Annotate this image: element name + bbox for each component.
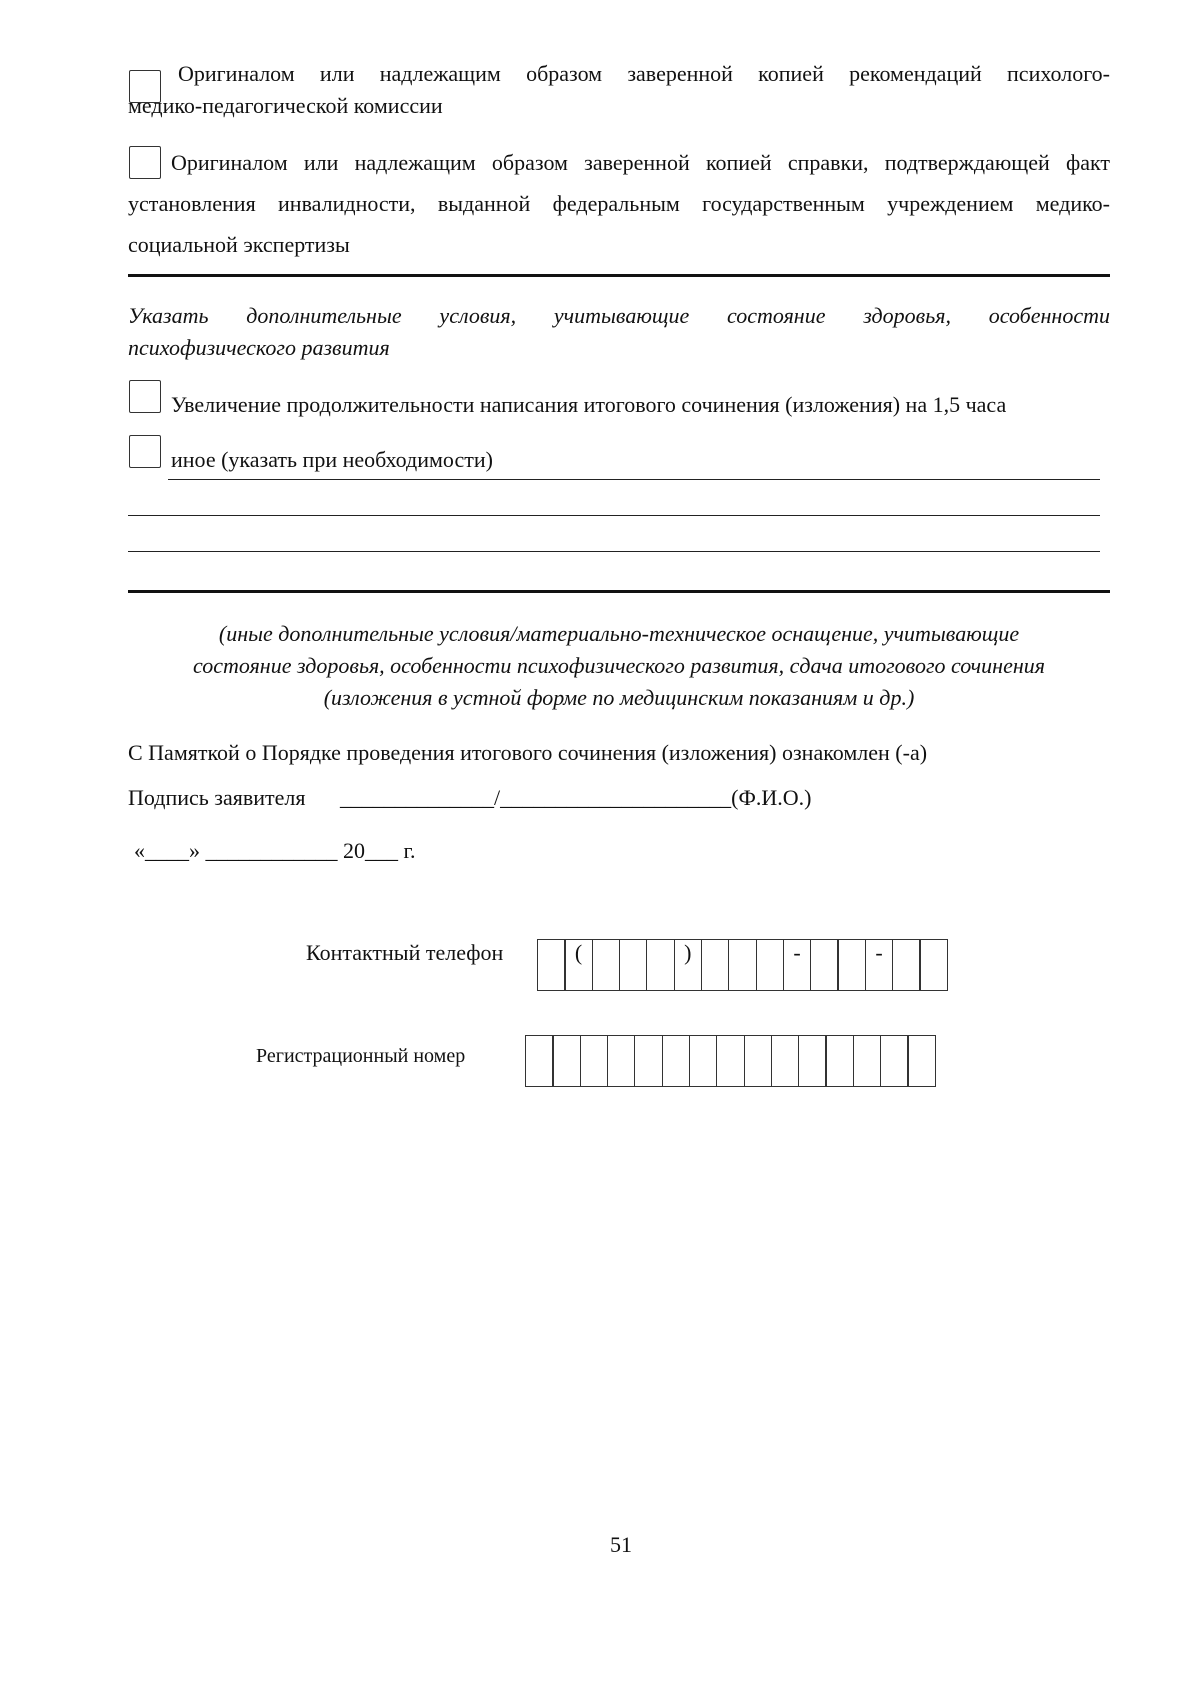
registration-cell[interactable] xyxy=(880,1035,909,1087)
registration-cell[interactable] xyxy=(798,1035,827,1087)
other-input-line-1[interactable] xyxy=(168,479,1100,480)
registration-cells[interactable] xyxy=(525,1035,936,1087)
phone-cells[interactable] xyxy=(537,939,948,991)
section-divider-bottom xyxy=(128,590,1110,593)
conditions-caption xyxy=(128,618,1110,714)
registration-cell[interactable] xyxy=(771,1035,800,1087)
phone-cell[interactable] xyxy=(837,939,866,991)
registration-cell[interactable] xyxy=(552,1035,581,1087)
registration-cell[interactable] xyxy=(744,1035,773,1087)
disability-option-text-line1: Оригиналом или надлежащим образом заверенной копией справки, подтверждающей факт xyxy=(171,150,1110,175)
phone-cell[interactable] xyxy=(646,939,675,991)
other-input-line-2[interactable] xyxy=(128,515,1100,516)
registration-cell[interactable] xyxy=(662,1035,691,1087)
disability-option-text-line2: установления инвалидности, выданной федеральным государственным учреждением медико- xyxy=(128,191,1110,216)
caption-line1: (иные дополнительные условия/материально-техническое оснащение, учитывающие xyxy=(218,621,1020,646)
phone-cell[interactable]: ( xyxy=(564,939,593,991)
pmpk-option-text-line2: медико-педагогической комиссии xyxy=(128,93,443,118)
page-number: 51 xyxy=(610,1532,632,1557)
section-divider-top xyxy=(128,274,1110,277)
date-field[interactable]: «____» ____________ 20___ г. xyxy=(134,838,416,863)
registration-cell[interactable] xyxy=(525,1035,554,1087)
other-option-text: иное (указать при необходимости) xyxy=(171,447,493,472)
phone-cell[interactable]: - xyxy=(783,939,812,991)
phone-cell[interactable] xyxy=(619,939,648,991)
registration-label: Регистрационный номер xyxy=(256,1045,466,1067)
extend-time-option-text: Увеличение продолжительности написания итогового сочинения (изложения) на 1,5 часа xyxy=(171,392,1007,417)
phone-cell[interactable]: - xyxy=(865,939,894,991)
disability-checkbox[interactable] xyxy=(129,146,161,179)
phone-cell[interactable] xyxy=(728,939,757,991)
pmpk-option-text-line1: Оригиналом или надлежащим образом заверенной копией рекомендаций психолого- xyxy=(178,61,1110,86)
registration-cell[interactable] xyxy=(825,1035,854,1087)
caption-line2: состояние здоровья, особенности психофизического развития, сдача итогового сочинения xyxy=(192,653,1045,678)
phone-cell[interactable] xyxy=(756,939,785,991)
conditions-heading-line1: Указать дополнительные условия, учитывающие состояние здоровья, особенности xyxy=(128,303,1110,328)
registration-cell[interactable] xyxy=(907,1035,936,1087)
other-input-line-3[interactable] xyxy=(128,551,1100,552)
signature-field[interactable]: ______________/_____________________(Ф.И.О.) xyxy=(340,785,812,810)
registration-cell[interactable] xyxy=(580,1035,609,1087)
phone-cell[interactable] xyxy=(701,939,730,991)
signature-label: Подпись заявителя xyxy=(128,785,306,810)
extend-time-checkbox[interactable] xyxy=(129,380,161,413)
phone-cell[interactable]: ) xyxy=(674,939,703,991)
acknowledgement-text: С Памяткой о Порядке проведения итогового сочинения (изложения) ознакомлен (-а) xyxy=(128,740,928,765)
caption-line3: (изложения в устной форме по медицинским показаниям и др.) xyxy=(323,685,915,710)
conditions-heading-line2: психофизического развития xyxy=(128,335,390,360)
registration-cell[interactable] xyxy=(689,1035,718,1087)
disability-option-text-line3: социальной экспертизы xyxy=(128,232,350,257)
registration-cell[interactable] xyxy=(607,1035,636,1087)
phone-cell[interactable] xyxy=(810,939,839,991)
registration-cell[interactable] xyxy=(634,1035,663,1087)
phone-cell[interactable] xyxy=(892,939,921,991)
phone-cell[interactable] xyxy=(919,939,948,991)
phone-cell[interactable] xyxy=(537,939,566,991)
other-checkbox[interactable] xyxy=(129,435,161,468)
registration-cell[interactable] xyxy=(716,1035,745,1087)
phone-cell[interactable] xyxy=(592,939,621,991)
phone-label: Контактный телефон xyxy=(306,940,504,965)
registration-cell[interactable] xyxy=(853,1035,882,1087)
